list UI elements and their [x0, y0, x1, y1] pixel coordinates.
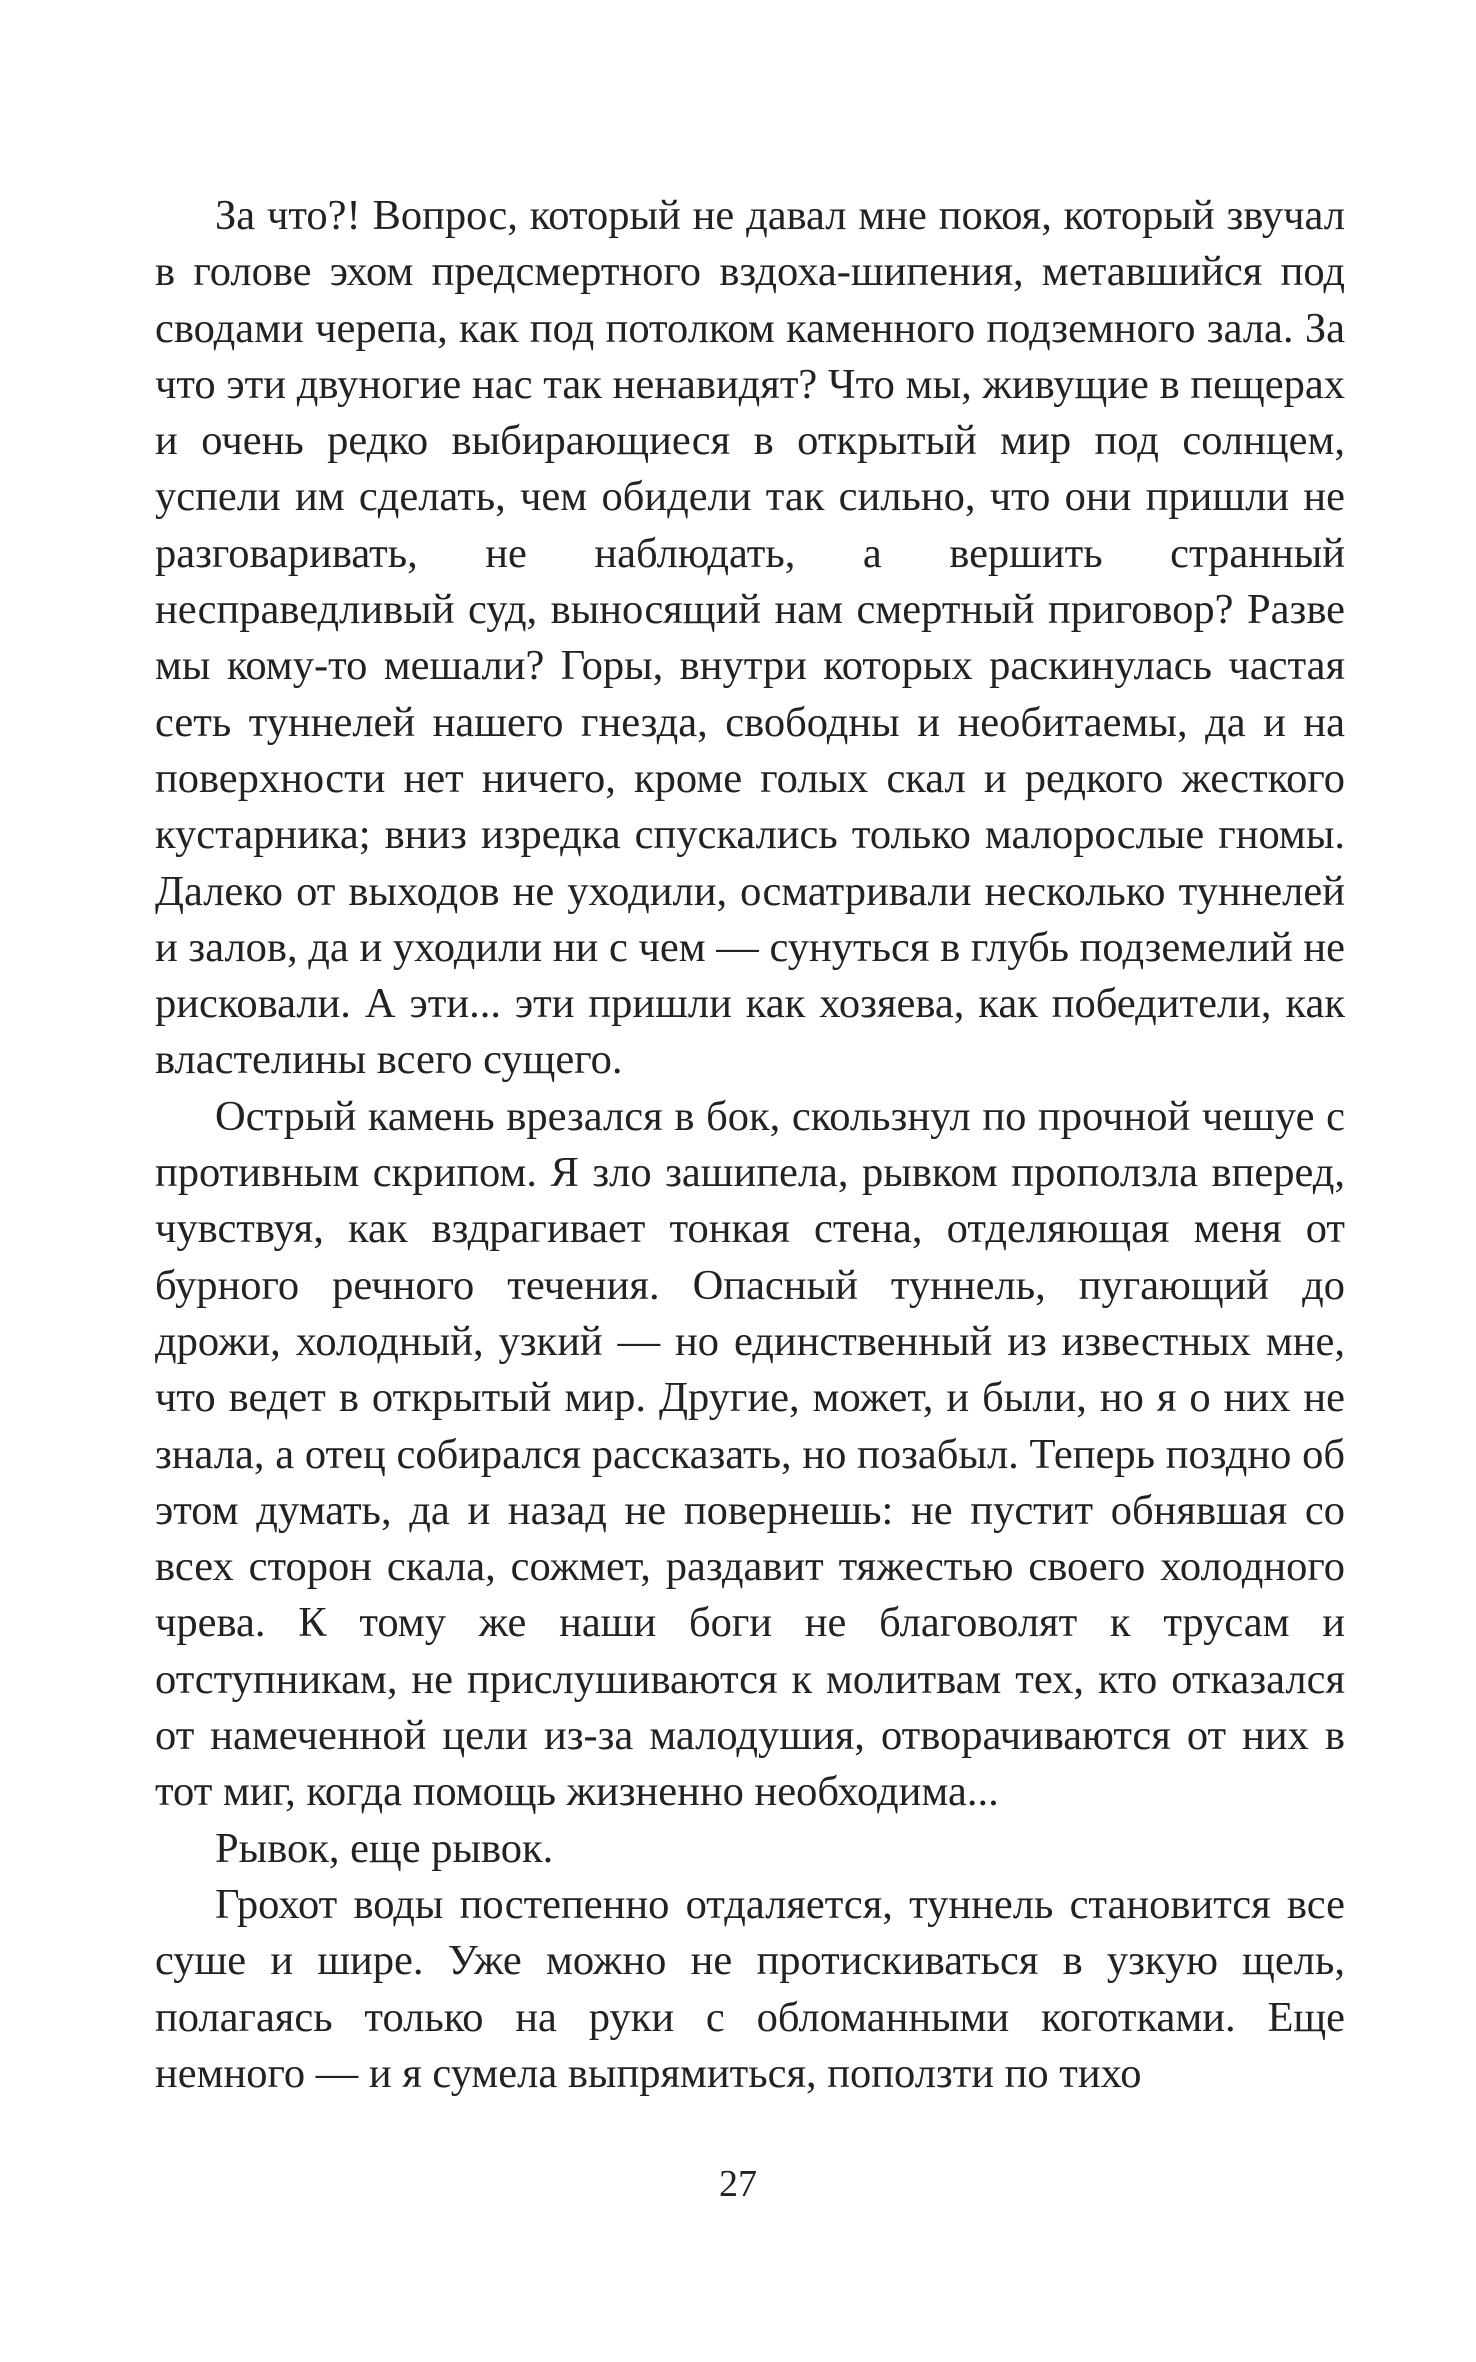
paragraph-2: Острый камень врезался в бок, скользнул по прочной чешуе с противным скрипом. Я зло зашипела, рывком проползла вперед, чувствуя, как вздрагивает тонкая стена, отделяющая меня от бурного речного течения. Опасный туннель, пугающий до дрожи, холодный, узкий — но единственный из известных мне, что ведет в открытый мир. Другие, может, и были, но я о них не знала, а отец собирался рассказать, но позабыл. Теперь поздно об этом думать, да и назад не повернешь: не пустит обнявшая со всех сторон скала, сожмет, раздавит тяжестью своего холодного чрева. К тому же наши боги не благоволят к трусам и отступникам, не прислушиваются к молитвам тех, кто отказался от намеченной цели из-за малодушия, отворачиваются от них в тот миг, когда помощь жизненно необходима... [155, 1092, 1345, 1816]
paragraph-4: Грохот воды постепенно отдаляется, туннель становится все суше и шире. Уже можно не протискиваться в узкую щель, полагаясь только на руки с обломанными коготками. Еще немного — и я сумела выпрямиться, поползти по тихо [155, 1880, 1345, 2097]
paragraph-3: Рывок, еще рывок. [215, 1824, 554, 1872]
page-number: 27 [719, 2163, 757, 2205]
paragraph-1: За что?! Вопрос, который не давал мне покоя, который звучал в голове эхом предсмертного вздоха-шипения, метавшийся под сводами черепа, как под потолком каменного подземного зала. За что эти двуногие нас так ненавидят? Что мы, живущие в пещерах и очень редко выбирающиеся в открытый мир под солнцем, успели им сделать, чем обидели так сильно, что они пришли не разговаривать, не наблюдать, а вершить странный несправедливый суд, выносящий нам смертный приговор? Разве мы кому-то мешали? Горы, внутри которых раскинулась частая сеть туннелей нашего гнезда, свободны и необитаемы, да и на поверхности нет ничего, кроме голых скал и редкого жесткого кустарника; вниз изредка спускались только малорослые гномы. Далеко от выходов не уходили, осматривали несколько туннелей и залов, да и уходили ни с чем — сунуться в глубь подземелий не рисковали. А эти... эти пришли как хозяева, как победители, как властелины всего сущего. [155, 192, 1345, 1084]
page-body [155, 188, 1345, 2102]
